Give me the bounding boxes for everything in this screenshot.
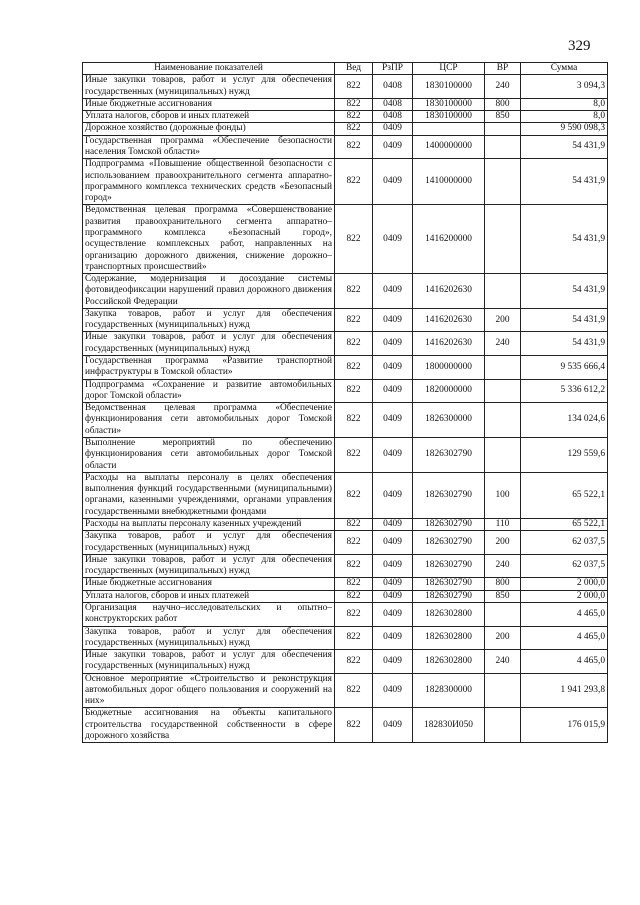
row-sum: 3 094,3 [521,75,608,99]
row-rzpr: 0409 [373,708,413,743]
table-row [83,578,608,590]
row-vr [485,379,521,403]
row-sum: 129 559,6 [521,438,608,473]
row-sum: 54 431,9 [521,205,608,274]
row-ved: 822 [335,708,373,743]
table-row [83,438,608,473]
row-rzpr: 0409 [373,135,413,159]
row-vr: 850 [485,111,521,123]
row-ved: 822 [335,554,373,578]
row-sum: 2 000,0 [521,590,608,602]
row-csr: 1416200000 [413,205,485,274]
table-row [83,98,608,110]
row-vr [485,123,521,135]
row-rzpr: 0408 [373,75,413,99]
header-ved: Вед [335,63,373,75]
table-row [83,518,608,530]
row-csr: 1400000000 [413,135,485,159]
row-ved: 822 [335,602,373,626]
row-rzpr: 0409 [373,356,413,380]
row-name: Государственная программа «Развитие транспортной инфраструктуры в Томской области» [83,356,335,380]
row-vr [485,205,521,274]
row-rzpr: 0409 [373,590,413,602]
row-ved: 822 [335,650,373,674]
row-rzpr: 0409 [373,205,413,274]
row-ved: 822 [335,518,373,530]
row-ved: 822 [335,590,373,602]
row-csr: 1416202630 [413,332,485,356]
row-sum: 65 522,1 [521,472,608,518]
row-vr: 110 [485,518,521,530]
row-ved: 822 [335,332,373,356]
row-name: Уплата налогов, сборов и иных платежей [83,590,335,602]
row-sum: 62 037,5 [521,531,608,555]
row-csr: 1826302790 [413,554,485,578]
row-ved: 822 [335,578,373,590]
row-rzpr: 0409 [373,578,413,590]
row-ved: 822 [335,111,373,123]
row-ved: 822 [335,75,373,99]
budget-table [82,62,608,743]
row-vr [485,602,521,626]
row-rzpr: 0409 [373,123,413,135]
row-sum: 5 336 612,2 [521,379,608,403]
row-vr: 240 [485,650,521,674]
table-row [83,379,608,403]
row-vr: 100 [485,472,521,518]
row-vr [485,356,521,380]
row-rzpr: 0409 [373,554,413,578]
row-csr: 1826300000 [413,403,485,438]
row-name: Организация научно–исследовательских и опытно–конструкторских работ [83,602,335,626]
row-ved: 822 [335,379,373,403]
row-rzpr: 0409 [373,626,413,650]
table-row [83,472,608,518]
row-rzpr: 0409 [373,673,413,708]
row-csr: 1800000000 [413,356,485,380]
row-ved: 822 [335,531,373,555]
row-sum: 54 431,9 [521,159,608,205]
table-row [83,123,608,135]
row-rzpr: 0408 [373,111,413,123]
header-row [83,63,608,75]
row-csr: 1830100000 [413,75,485,99]
table-row [83,159,608,205]
table-row [83,626,608,650]
row-csr: 1826302800 [413,602,485,626]
row-vr [485,438,521,473]
row-csr: 1826302790 [413,472,485,518]
table-row [83,111,608,123]
row-ved: 822 [335,159,373,205]
row-csr: 1826302790 [413,590,485,602]
row-sum: 4 465,0 [521,650,608,674]
table-row [83,135,608,159]
row-rzpr: 0409 [373,379,413,403]
table-row [83,205,608,274]
row-name: Основное мероприятие «Строительство и реконструкция автомобильных дорог общего пользования и сооружений на них» [83,673,335,708]
row-name: Бюджетные ассигнования на объекты капитального строительства государственной собственности в сфере дорожного хозяйства [83,708,335,743]
row-csr: 1820000000 [413,379,485,403]
row-vr: 850 [485,590,521,602]
row-rzpr: 0409 [373,650,413,674]
row-sum: 4 465,0 [521,626,608,650]
header-csr: ЦСР [413,63,485,75]
table-row [83,356,608,380]
row-ved: 822 [335,274,373,309]
row-sum: 65 522,1 [521,518,608,530]
row-csr: 1826302790 [413,531,485,555]
row-name: Закупка товаров, работ и услуг для обеспечения государственных (муниципальных) нужд [83,308,335,332]
row-sum: 1 941 293,8 [521,673,608,708]
row-rzpr: 0409 [373,438,413,473]
row-name: Выполнение мероприятий по обеспечению функционирования сети автомобильных дорог Томской области [83,438,335,473]
row-vr [485,159,521,205]
page-number: 329 [568,38,591,54]
row-rzpr: 0408 [373,98,413,110]
row-vr: 800 [485,98,521,110]
row-name: Расходы на выплаты персоналу в целях обеспечения выполнения функций государственными (муниципальными) органами, казенными учреждениями, органами управления государственными внебюджетными фондами [83,472,335,518]
row-sum: 54 431,9 [521,135,608,159]
row-rzpr: 0409 [373,403,413,438]
row-vr [485,673,521,708]
row-csr: 1826302790 [413,438,485,473]
header-rzpr: РзПР [373,63,413,75]
row-sum: 176 015,9 [521,708,608,743]
row-vr: 240 [485,75,521,99]
table-row [83,554,608,578]
row-ved: 822 [335,626,373,650]
table-row [83,75,608,99]
row-sum: 9 590 098,3 [521,123,608,135]
header-name: Наименование показателей [83,63,335,75]
table-row [83,403,608,438]
row-sum: 62 037,5 [521,554,608,578]
row-vr: 200 [485,308,521,332]
row-name: Ведомственная целевая программа «Совершенствование развития правоохранительного сегмента аппаратно–программного комплекса «Безопасный город», осуществление комплексных работ, направленных на организацию дорожного движения, снижение дорожно–транспортных происшествий» [83,205,335,274]
row-name: Иные закупки товаров, работ и услуг для обеспечения государственных (муниципальных) нужд [83,332,335,356]
row-name: Расходы на выплаты персоналу казенных учреждений [83,518,335,530]
table-row [83,590,608,602]
table-row [83,602,608,626]
row-rzpr: 0409 [373,274,413,309]
row-rzpr: 0409 [373,531,413,555]
row-csr: 1830100000 [413,98,485,110]
row-name: Подпрограмма «Сохранение и развитие автомобильных дорог Томской области» [83,379,335,403]
table-row [83,673,608,708]
row-name: Подпрограмма «Повышение общественной безопасности с использованием правоохранительного сегмента аппаратно-программного комплекса технических средств «Безопасный город» [83,159,335,205]
row-sum: 4 465,0 [521,602,608,626]
row-ved: 822 [335,403,373,438]
row-csr: 1828300000 [413,673,485,708]
row-sum: 9 535 666,4 [521,356,608,380]
row-ved: 822 [335,356,373,380]
row-vr [485,274,521,309]
row-ved: 822 [335,135,373,159]
row-sum: 2 000,0 [521,578,608,590]
row-rzpr: 0409 [373,159,413,205]
row-vr [485,708,521,743]
row-name: Государственная программа «Обеспечение безопасности населения Томской области» [83,135,335,159]
row-vr: 240 [485,554,521,578]
row-sum: 134 024,6 [521,403,608,438]
row-name: Закупка товаров, работ и услуг для обеспечения государственных (муниципальных) нужд [83,531,335,555]
row-csr: 1416202630 [413,274,485,309]
row-name: Содержание, модернизация и досоздание системы фотовидеофиксации нарушений правил дорожного движения Российской Федерации [83,274,335,309]
row-vr [485,403,521,438]
row-name: Дорожное хозяйство (дорожные фонды) [83,123,335,135]
row-csr: 1826302790 [413,518,485,530]
table-row [83,708,608,743]
row-name: Иные закупки товаров, работ и услуг для обеспечения государственных (муниципальных) нужд [83,554,335,578]
header-vr: ВР [485,63,521,75]
row-sum: 54 431,9 [521,274,608,309]
row-ved: 822 [335,308,373,332]
row-rzpr: 0409 [373,308,413,332]
row-rzpr: 0409 [373,602,413,626]
row-ved: 822 [335,472,373,518]
row-csr: 1826302800 [413,626,485,650]
header-sum: Сумма [521,63,608,75]
row-ved: 822 [335,673,373,708]
row-vr [485,135,521,159]
row-name: Закупка товаров, работ и услуг для обеспечения государственных (муниципальных) нужд [83,626,335,650]
table-row [83,308,608,332]
row-name: Иные закупки товаров, работ и услуг для обеспечения государственных (муниципальных) нужд [83,650,335,674]
row-vr: 800 [485,578,521,590]
table-row [83,332,608,356]
row-sum: 8,0 [521,111,608,123]
row-ved: 822 [335,123,373,135]
row-name: Иные бюджетные ассигнования [83,98,335,110]
row-csr: 1826302800 [413,650,485,674]
row-sum: 54 431,9 [521,308,608,332]
table-row [83,650,608,674]
row-name: Иные закупки товаров, работ и услуг для обеспечения государственных (муниципальных) нужд [83,75,335,99]
row-rzpr: 0409 [373,472,413,518]
row-vr: 200 [485,626,521,650]
row-csr: 1826302790 [413,578,485,590]
row-name: Уплата налогов, сборов и иных платежей [83,111,335,123]
row-name: Иные бюджетные ассигнования [83,578,335,590]
row-csr: 1830100000 [413,111,485,123]
row-sum: 8,0 [521,98,608,110]
row-vr: 240 [485,332,521,356]
row-csr: 1416202630 [413,308,485,332]
row-csr [413,123,485,135]
row-ved: 822 [335,98,373,110]
row-ved: 822 [335,438,373,473]
row-rzpr: 0409 [373,332,413,356]
table-row [83,274,608,309]
row-vr: 200 [485,531,521,555]
row-rzpr: 0409 [373,518,413,530]
row-ved: 822 [335,205,373,274]
row-name: Ведомственная целевая программа «Обеспечение функционирования сети автомобильных дорог Томской области» [83,403,335,438]
table-row [83,531,608,555]
row-csr: 1410000000 [413,159,485,205]
row-csr: 182830И050 [413,708,485,743]
row-sum: 54 431,9 [521,332,608,356]
